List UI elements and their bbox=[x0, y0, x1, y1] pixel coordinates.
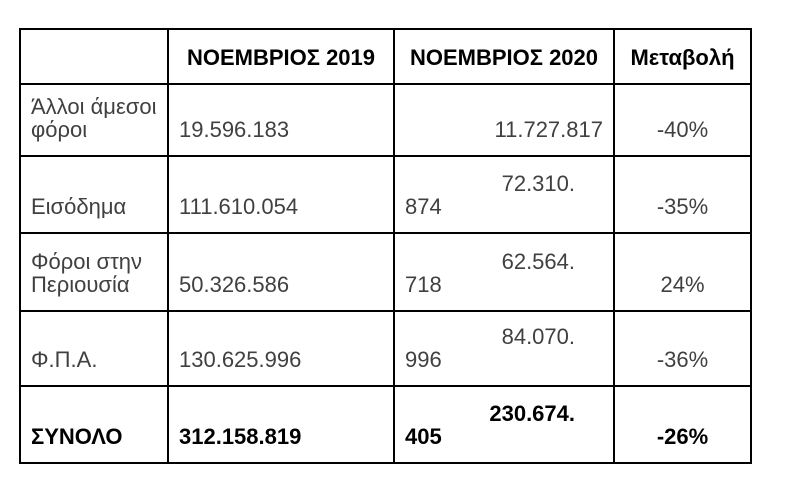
row-label-line1: Άλλοι άμεσοι bbox=[31, 94, 157, 119]
table-row-property-taxes bbox=[20, 233, 751, 311]
value-2019-cell: 50.326.586 bbox=[168, 233, 394, 311]
row-label-line1: ΣΥΝΟΛΟ bbox=[31, 424, 123, 449]
change-percent-cell: -40% bbox=[614, 84, 751, 156]
value-2020-line1: 84.070. bbox=[501, 324, 575, 349]
table-row-income bbox=[20, 156, 751, 233]
value-2020-line1: 62.564. bbox=[501, 249, 575, 274]
row-label-cell bbox=[20, 311, 168, 386]
row-label-line1: Φ.Π.Α. bbox=[31, 347, 98, 372]
change-percent-cell: -26% bbox=[614, 386, 751, 463]
header-change: Μεταβολή bbox=[614, 29, 751, 84]
table-row-total bbox=[20, 386, 751, 463]
value-2020-line2: 718 bbox=[405, 272, 442, 297]
change-percent-cell: -36% bbox=[614, 311, 751, 386]
value-2019-cell: 312.158.819 bbox=[168, 386, 394, 463]
value-2020-line1: 230.674. bbox=[489, 401, 575, 426]
value-2019-cell: 19.596.183 bbox=[168, 84, 394, 156]
value-2020-line2: 996 bbox=[405, 347, 442, 372]
row-label-line2: Περιουσία bbox=[31, 272, 130, 297]
value-2020-line2: 405 bbox=[405, 424, 442, 449]
row-label-line2: φόροι bbox=[31, 117, 88, 142]
row-label-cell bbox=[20, 84, 168, 156]
value-2020-cell bbox=[394, 311, 614, 386]
value-2020-line2: 874 bbox=[405, 194, 442, 219]
row-label-line1: Εισόδημα bbox=[31, 194, 127, 219]
tax-revenue-comparison-table bbox=[19, 28, 752, 464]
value-2020-cell: 11.727.817 bbox=[394, 84, 614, 156]
row-label-cell bbox=[20, 233, 168, 311]
value-2020-cell bbox=[394, 156, 614, 233]
row-label-cell bbox=[20, 386, 168, 463]
table-row-vat bbox=[20, 311, 751, 386]
change-percent-cell: 24% bbox=[614, 233, 751, 311]
value-2020-cell bbox=[394, 386, 614, 463]
change-percent-cell: -35% bbox=[614, 156, 751, 233]
value-2020-cell bbox=[394, 233, 614, 311]
row-label-line1: Φόροι στην bbox=[31, 249, 143, 274]
header-empty-cell bbox=[20, 29, 168, 84]
header-row bbox=[20, 29, 751, 84]
table-row-other-direct-taxes bbox=[20, 84, 751, 156]
value-2019-cell: 130.625.996 bbox=[168, 311, 394, 386]
header-november-2020: ΝΟΕΜΒΡΙΟΣ 2020 bbox=[394, 29, 614, 84]
value-2019-cell: 111.610.054 bbox=[168, 156, 394, 233]
value-2020-line1: 72.310. bbox=[501, 171, 575, 196]
header-november-2019: ΝΟΕΜΒΡΙΟΣ 2019 bbox=[168, 29, 394, 84]
row-label-cell bbox=[20, 156, 168, 233]
